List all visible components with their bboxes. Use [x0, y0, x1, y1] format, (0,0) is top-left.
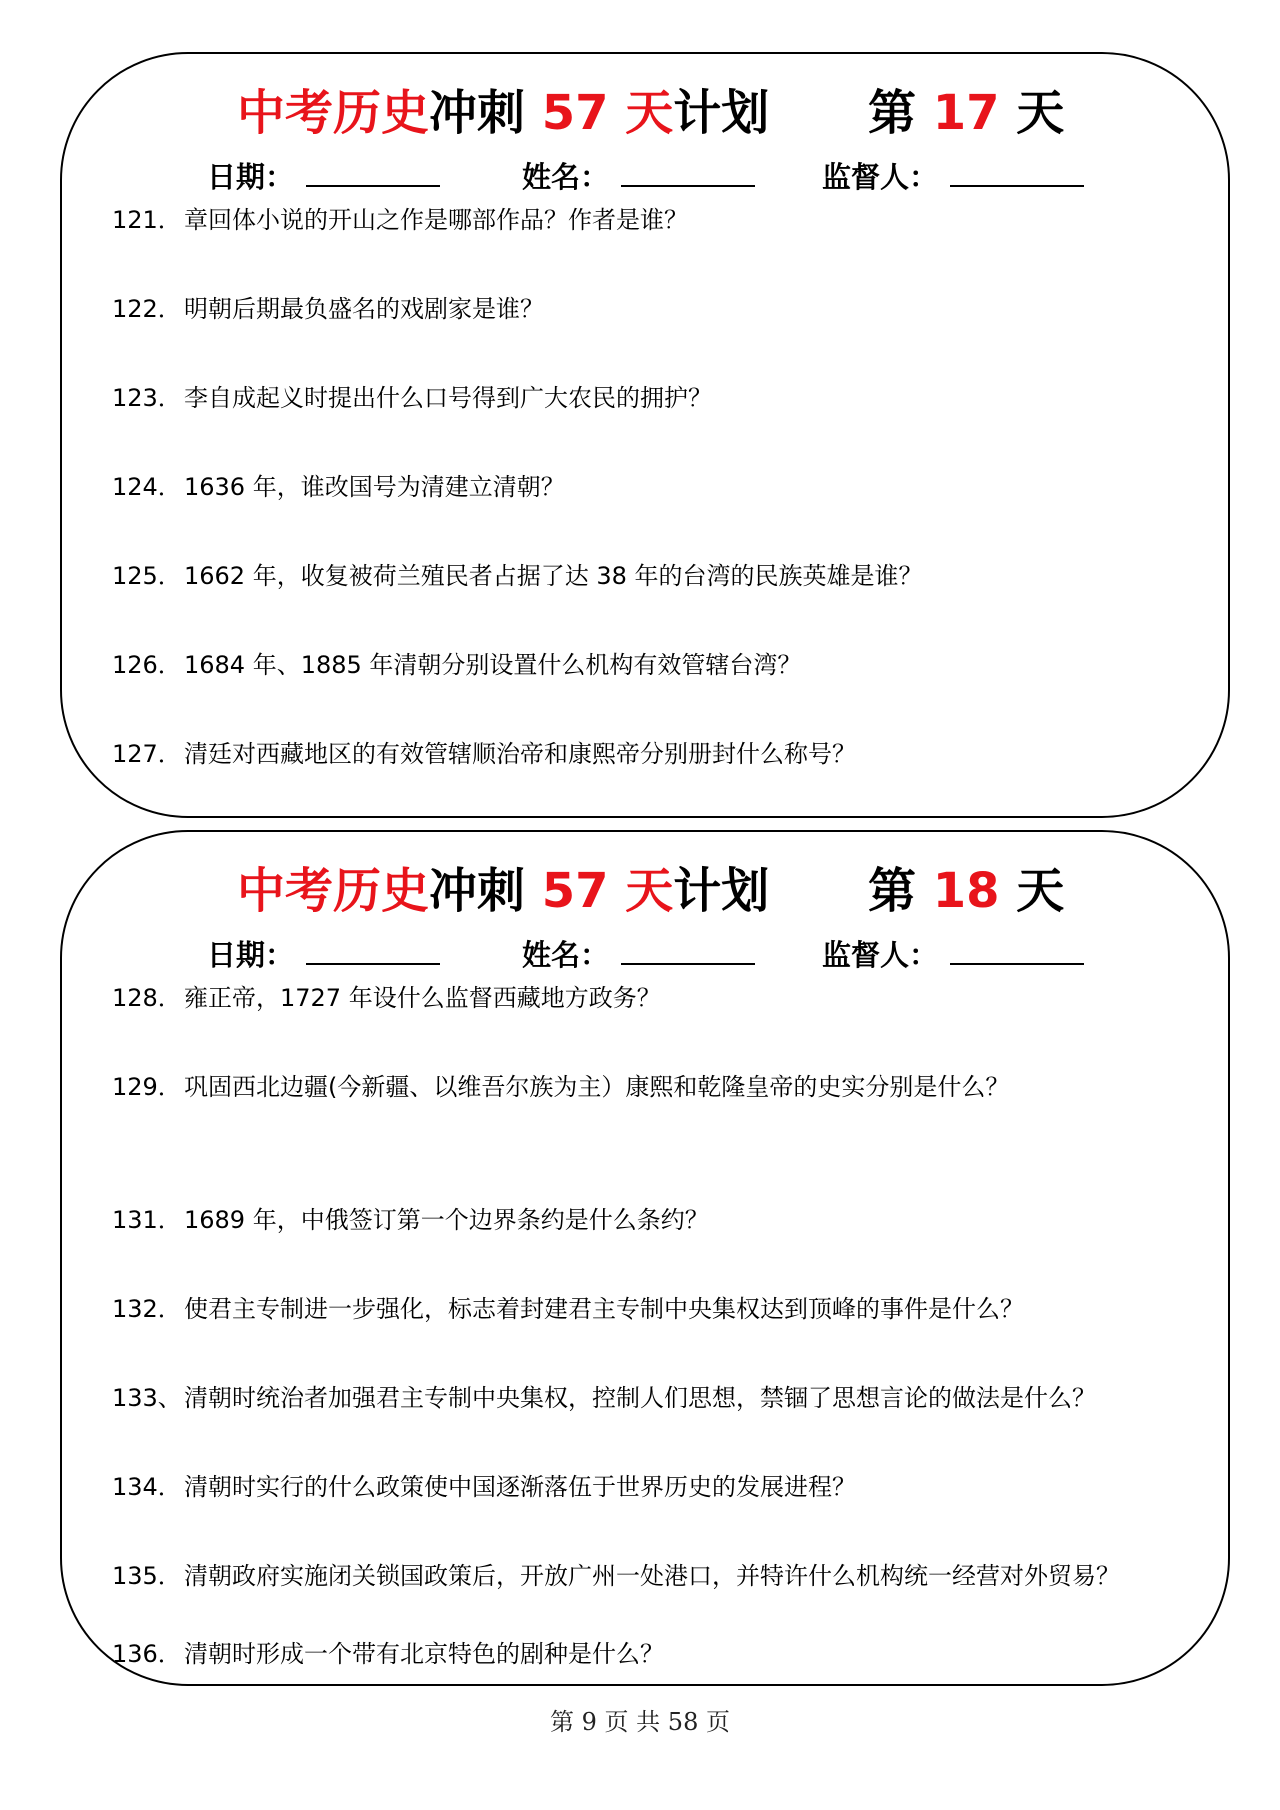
question-text: 清廷对西藏地区的有效管辖顺治帝和康熙帝分别册封什么称号？ — [184, 740, 856, 768]
question-number: 133、 — [112, 1384, 182, 1412]
question-item — [112, 1467, 856, 1507]
question-text: 雍正帝，1727 年设什么监督西藏地方政务？ — [184, 984, 661, 1012]
date-field[interactable] — [207, 152, 440, 202]
day-number: 18 — [932, 863, 1000, 919]
info-fields — [62, 152, 1228, 202]
title-days-number: 57 — [541, 863, 609, 919]
day-suffix: 天 — [1016, 863, 1065, 919]
question-text: 1636 年，谁改国号为清建立清朝？ — [184, 473, 565, 501]
title-subject: 中考历史 — [237, 863, 430, 919]
question-item — [112, 556, 923, 596]
plan-title — [62, 78, 1228, 148]
name-field[interactable] — [522, 930, 755, 980]
date-label: 日期： — [207, 160, 295, 194]
name-field[interactable] — [522, 152, 755, 202]
supervisor-label: 监督人： — [822, 938, 939, 972]
page-footer: 第 9 页 共 58 页 — [550, 1708, 730, 1736]
day-counter — [868, 856, 1064, 926]
date-blank[interactable] — [306, 159, 440, 187]
question-text: 清朝时统治者加强君主专制中央集权，控制人们思想，禁锢了思想言论的做法是什么？ — [184, 1384, 1096, 1412]
title-days-unit: 天 — [625, 85, 674, 141]
question-item — [112, 289, 544, 329]
info-fields — [62, 930, 1228, 980]
question-item — [112, 378, 712, 418]
supervisor-label: 监督人： — [822, 160, 939, 194]
day-prefix: 第 — [868, 85, 917, 141]
question-number: 132． — [112, 1295, 182, 1323]
supervisor-blank[interactable] — [950, 937, 1084, 965]
question-text: 李自成起义时提出什么口号得到广大农民的拥护？ — [184, 384, 712, 412]
name-label: 姓名： — [522, 938, 610, 972]
date-blank[interactable] — [306, 937, 440, 965]
question-text: 章回体小说的开山之作是哪部作品？作者是谁？ — [184, 206, 688, 234]
question-number: 124． — [112, 473, 182, 501]
study-plan-card-day-18 — [60, 830, 1230, 1686]
question-item — [112, 978, 661, 1018]
question-text: 清朝时实行的什么政策使中国逐渐落伍于世界历史的发展进程？ — [184, 1473, 856, 1501]
question-text: 巩固西北边疆(今新疆、以维吾尔族为主）康熙和乾隆皇帝的史实分别是什么？ — [184, 1073, 1010, 1101]
title-subject: 中考历史 — [237, 85, 430, 141]
title-sprint: 冲刺 — [429, 863, 526, 919]
question-number: 123． — [112, 384, 182, 412]
date-field[interactable] — [207, 930, 440, 980]
title-plan: 计划 — [673, 863, 770, 919]
supervisor-blank[interactable] — [950, 159, 1084, 187]
question-number: 122． — [112, 295, 182, 323]
supervisor-field[interactable] — [822, 930, 1084, 980]
question-item — [112, 1289, 1024, 1329]
question-number: 131． — [112, 1206, 182, 1234]
name-blank[interactable] — [621, 937, 755, 965]
question-text: 清朝时形成一个带有北京特色的剧种是什么？ — [184, 1640, 664, 1668]
question-number: 121． — [112, 206, 182, 234]
title-days-number: 57 — [541, 85, 609, 141]
question-number: 128． — [112, 984, 182, 1012]
question-text: 1662 年，收复被荷兰殖民者占据了达 38 年的台湾的民族英雄是谁？ — [184, 562, 923, 590]
question-number: 126． — [112, 651, 182, 679]
study-plan-card-day-17 — [60, 52, 1230, 818]
question-item — [112, 1067, 1009, 1107]
question-number: 125． — [112, 562, 182, 590]
question-number: 135． — [112, 1562, 182, 1590]
question-number: 127． — [112, 740, 182, 768]
question-item — [112, 467, 565, 507]
question-number: 134． — [112, 1473, 182, 1501]
date-label: 日期： — [207, 938, 295, 972]
question-item — [112, 1556, 1120, 1596]
title-days-unit: 天 — [625, 863, 674, 919]
question-item — [112, 1200, 709, 1240]
day-number: 17 — [932, 85, 1000, 141]
question-number: 136． — [112, 1640, 182, 1668]
question-item — [112, 734, 856, 774]
name-blank[interactable] — [621, 159, 755, 187]
question-text: 1689 年，中俄签订第一个边界条约是什么条约？ — [184, 1206, 709, 1234]
title-plan: 计划 — [673, 85, 770, 141]
question-text: 清朝政府实施闭关锁国政策后，开放广州一处港口，并特许什么机构统一经营对外贸易？ — [184, 1562, 1120, 1590]
plan-title — [62, 856, 1228, 926]
title-sprint: 冲刺 — [429, 85, 526, 141]
name-label: 姓名： — [522, 160, 610, 194]
supervisor-field[interactable] — [822, 152, 1084, 202]
day-counter — [868, 78, 1064, 148]
question-text: 明朝后期最负盛名的戏剧家是谁？ — [184, 295, 544, 323]
question-item — [112, 645, 801, 685]
question-item — [112, 1378, 1096, 1418]
day-prefix: 第 — [868, 863, 917, 919]
question-text: 使君主专制进一步强化，标志着封建君主专制中央集权达到顶峰的事件是什么？ — [184, 1295, 1024, 1323]
question-number: 129． — [112, 1073, 182, 1101]
question-item — [112, 200, 688, 240]
day-suffix: 天 — [1016, 85, 1065, 141]
question-text: 1684 年、1885 年清朝分别设置什么机构有效管辖台湾？ — [184, 651, 802, 679]
question-item — [112, 1634, 664, 1674]
